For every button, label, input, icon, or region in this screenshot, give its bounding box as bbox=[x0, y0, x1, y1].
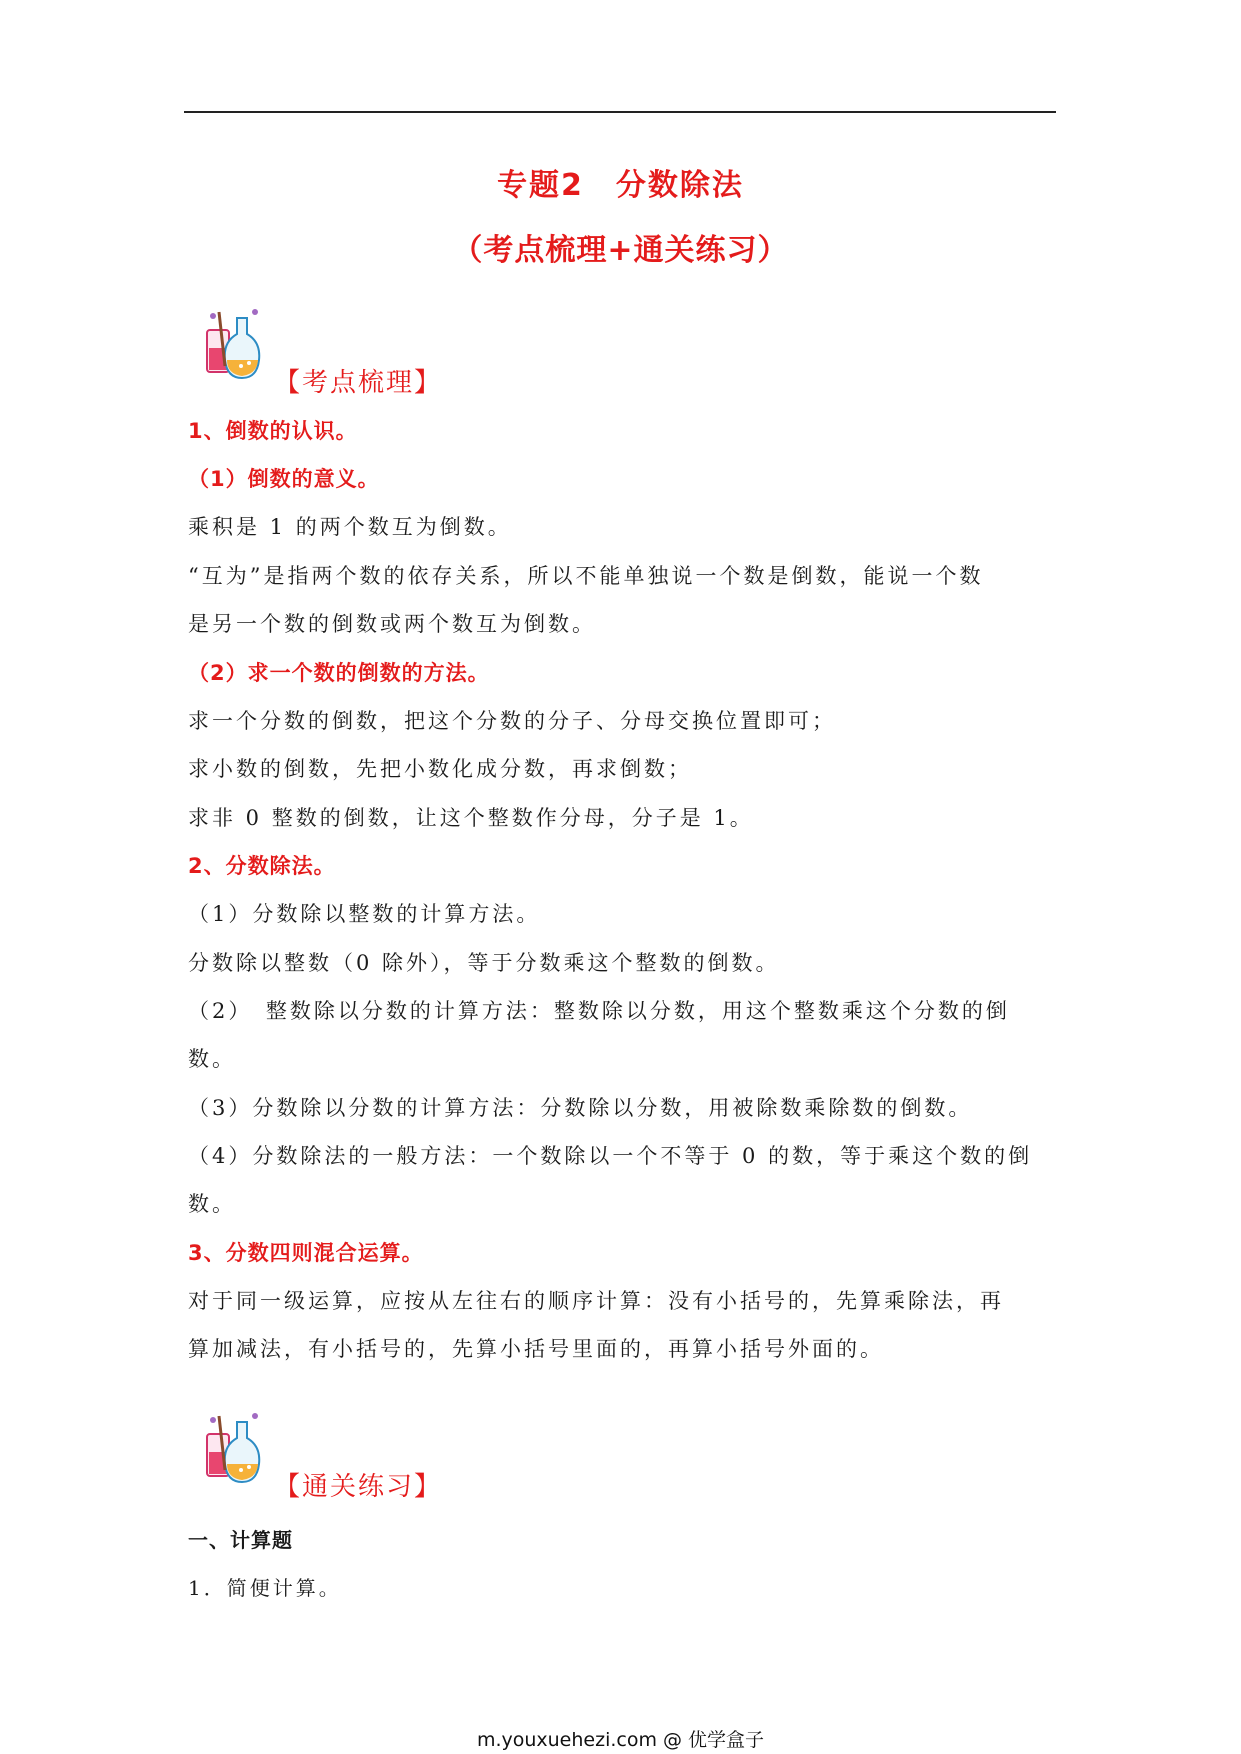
flask-icon bbox=[205, 308, 261, 380]
text-line: （4）分数除法的一般方法：一个数除以一个不等于 0 的数，等于乘这个数的倒 bbox=[188, 1144, 1033, 1168]
text-line: 分数除以整数（0 除外），等于分数乘这个整数的倒数。 bbox=[188, 951, 780, 975]
footer-watermark: m.youxuehezi.com @ 优学盒子 bbox=[476, 1729, 765, 1751]
text-line: （3）分数除以分数的计算方法：分数除以分数，用被除数乘除数的倒数。 bbox=[188, 1096, 973, 1120]
text-line: 是另一个数的倒数或两个数互为倒数。 bbox=[188, 612, 596, 636]
text-line: 数。 bbox=[188, 1047, 236, 1071]
text-line: 求非 0 整数的倒数，让这个整数作分母，分子是 1。 bbox=[188, 806, 754, 830]
section-heading-practice: 【通关练习】 bbox=[274, 1472, 443, 1502]
page-title: 专题2 分数除法 bbox=[497, 168, 744, 203]
header-rule bbox=[184, 111, 1056, 113]
text-line: 求一个分数的倒数，把这个分数的分子、分母交换位置即可； bbox=[188, 709, 836, 733]
practice-heading: 一、计算题 bbox=[188, 1528, 293, 1552]
flask-icon bbox=[205, 1412, 261, 1484]
heading-3: 3、分数四则混合运算。 bbox=[188, 1241, 424, 1265]
page-subtitle: （考点梳理+通关练习） bbox=[452, 233, 789, 268]
text-line: 求小数的倒数，先把小数化成分数，再求倒数； bbox=[188, 757, 692, 781]
text-line: （2） 整数除以分数的计算方法：整数除以分数，用这个整数乘这个分数的倒 bbox=[188, 999, 1010, 1023]
text-line: 数。 bbox=[188, 1192, 236, 1216]
text-line: （1）分数除以整数的计算方法。 bbox=[188, 902, 541, 926]
practice-item: 1．简便计算。 bbox=[188, 1576, 342, 1600]
heading-1: 1、倒数的认识。 bbox=[188, 419, 358, 443]
section-heading-key-points: 【考点梳理】 bbox=[274, 368, 443, 398]
text-line: “互为”是指两个数的依存关系，所以不能单独说一个数是倒数，能说一个数 bbox=[188, 564, 984, 588]
subheading-1-2: （2）求一个数的倒数的方法。 bbox=[188, 661, 490, 685]
text-line: 对于同一级运算，应按从左往右的顺序计算：没有小括号的，先算乘除法，再 bbox=[188, 1289, 1004, 1313]
text-line: 算加减法，有小括号的，先算小括号里面的，再算小括号外面的。 bbox=[188, 1337, 884, 1361]
heading-2: 2、分数除法。 bbox=[188, 854, 336, 878]
subheading-1-1: （1）倒数的意义。 bbox=[188, 467, 380, 491]
text-line: 乘积是 1 的两个数互为倒数。 bbox=[188, 515, 512, 539]
